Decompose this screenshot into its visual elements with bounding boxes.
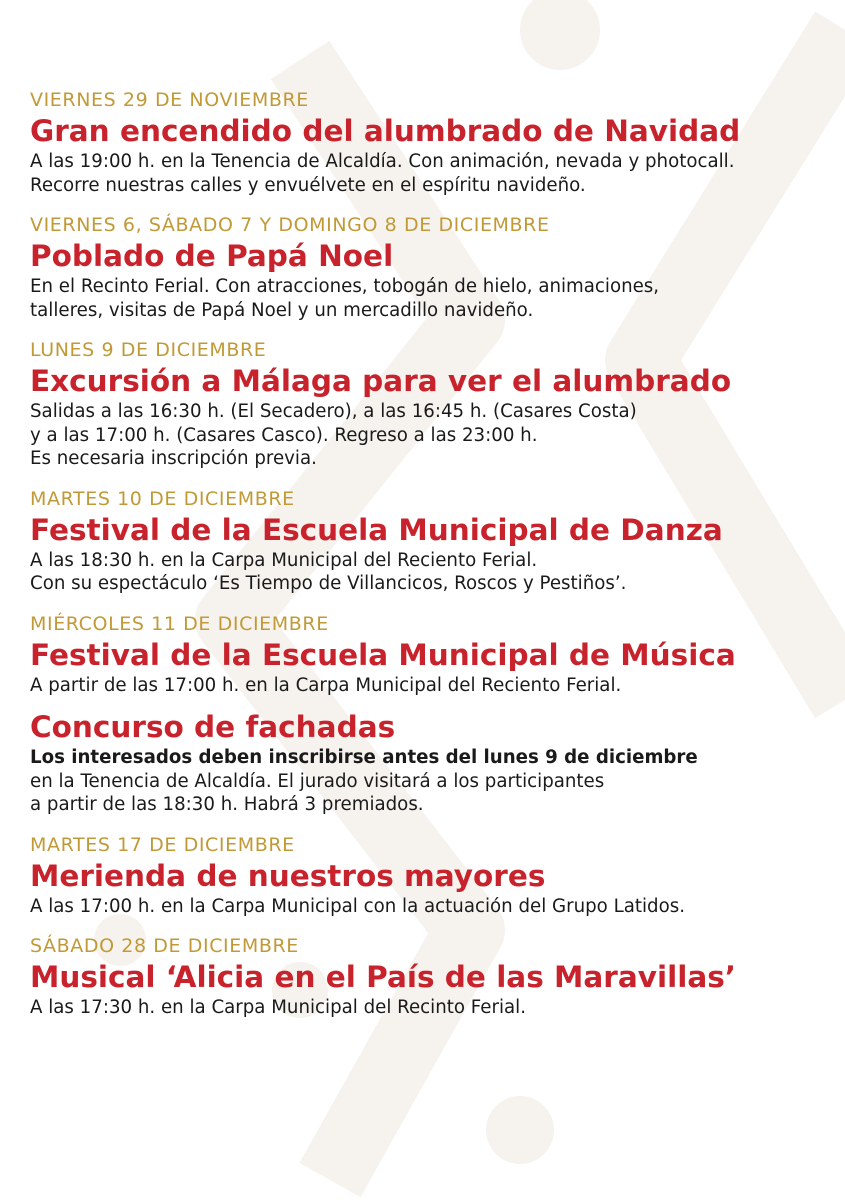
event-date: VIERNES 29 DE NOVIEMBRE	[30, 89, 309, 111]
event-description: y a las 17:00 h. (Casares Casco). Regreso a las 23:00 h.	[30, 424, 538, 446]
event-title: Musical ‘Alicia en el País de las Maravillas’	[30, 960, 736, 994]
event-description: A las 18:30 h. en la Carpa Municipal del Reciento Ferial.	[30, 549, 538, 571]
event-item	[30, 213, 845, 322]
event-item	[30, 833, 845, 919]
event-description: A las 19:00 h. en la Tenencia de Alcaldía. Con animación, nevada y photocall.	[30, 151, 735, 172]
event-item	[30, 338, 845, 471]
event-description: en la Tenencia de Alcaldía. El jurado visitará a los participantes	[30, 770, 605, 792]
event-item	[30, 612, 845, 698]
event-date: MARTES 17 DE DICIEMBRE	[30, 833, 295, 856]
event-description: A las 17:30 h. en la Carpa Municipal del Recinto Ferial.	[30, 997, 526, 1018]
event-description: Salidas a las 16:30 h. (El Secadero), a las 16:45 h. (Casares Costa)	[30, 401, 637, 422]
event-title: Merienda de nuestros mayores	[30, 858, 546, 893]
event-title: Concurso de fachadas	[30, 710, 396, 744]
event-highlight: Los interesados deben inscribirse antes del lunes 9 de diciembre	[30, 747, 698, 768]
event-item	[30, 487, 845, 596]
event-description: En el Recinto Ferial. Con atracciones, tobogán de hielo, animaciones,	[30, 276, 660, 297]
event-description: Recorre nuestras calles y envuélvete en el espíritu navideño.	[30, 174, 586, 196]
event-date: SÁBADO 28 DE DICIEMBRE	[30, 935, 299, 957]
event-title: Poblado de Papá Noel	[30, 239, 394, 273]
event-date: LUNES 9 DE DICIEMBRE	[30, 339, 267, 361]
event-description: talleres, visitas de Papá Noel y un mercadillo navideño.	[30, 299, 534, 321]
event-item	[30, 708, 845, 817]
event-description: A las 17:00 h. en la Carpa Municipal con la actuación del Grupo Latidos.	[30, 895, 685, 917]
event-item	[30, 88, 845, 197]
event-description: Es necesaria inscripción previa.	[30, 448, 317, 469]
event-title: Gran encendido del alumbrado de Navidad	[30, 114, 741, 148]
event-date: VIERNES 6, SÁBADO 7 Y DOMINGO 8 DE DICIEMBRE	[30, 214, 550, 236]
event-description: Con su espectáculo ‘Es Tiempo de Villancicos, Roscos y Pestiños’.	[30, 573, 627, 594]
event-item	[30, 934, 845, 1020]
event-title: Excursión a Málaga para ver el alumbrado	[30, 364, 732, 398]
event-description: a partir de las 18:30 h. Habrá 3 premiados.	[30, 794, 424, 815]
event-title: Festival de la Escuela Municipal de Música	[30, 637, 736, 672]
event-title: Festival de la Escuela Municipal de Danza	[30, 512, 723, 547]
event-date: MIÉRCOLES 11 DE DICIEMBRE	[30, 612, 329, 635]
event-date: MARTES 10 DE DICIEMBRE	[30, 487, 295, 510]
event-description: A partir de las 17:00 h. en la Carpa Municipal del Reciento Ferial.	[30, 674, 622, 696]
